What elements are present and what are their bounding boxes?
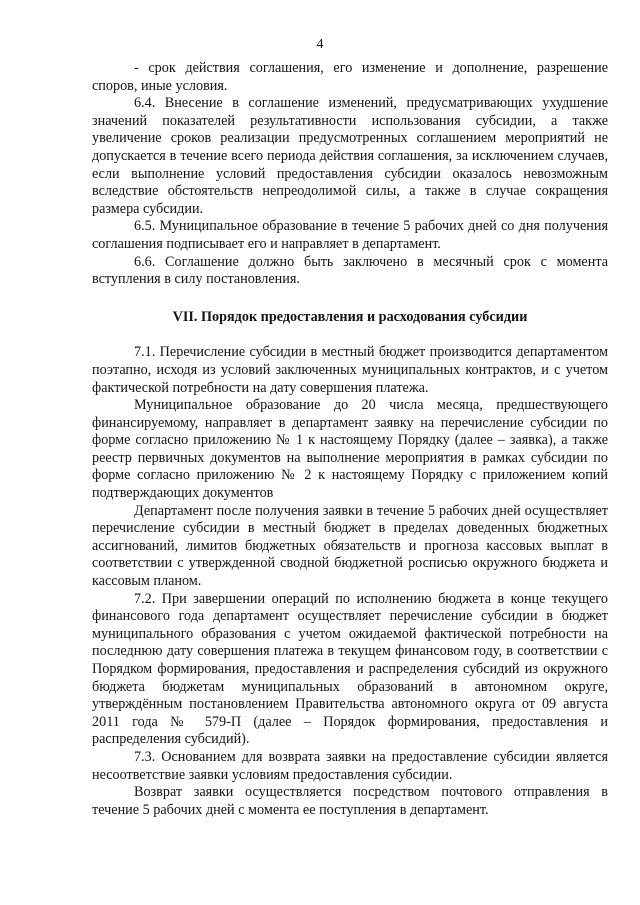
paragraph-7-1-application: Муниципальное образование до 20 числа месяца, предшествующего финансируемому, направляет в департамент заявку на перечисление субсидии по форме согласно приложению № 1 к настоящему Порядку (далее – заявка), а также реестр первичных документов на выполнение мероприятия в рамках субсидии по форме согласно приложению № 2 к настоящему Порядку с приложением копий подтверждающих документов bbox=[92, 397, 608, 502]
paragraph-6-5: 6.5. Муниципальное образование в течение 5 рабочих дней со дня получения соглашения подписывает его и направляет в департамент. bbox=[92, 218, 608, 252]
paragraph-6-4: 6.4. Внесение в соглашение изменений, предусматривающих ухудшение значений показателей результативности использования субсидии, а также увеличение сроков реализации предусмотренных соглашением мероприятий не допускается в течение всего периода действия соглашения, за исключением случаев, если выполнение условий предоставления субсидии оказалось невозможным вследствие обстоятельств непреодолимой силы, а также в случае сокращения размера субсидии. bbox=[92, 95, 608, 217]
paragraph-6-3-continuation: - срок действия соглашения, его изменение и дополнение, разрешение споров, иные условия. bbox=[92, 60, 608, 94]
page-number: 4 bbox=[316, 37, 324, 52]
paragraph-6-6: 6.6. Соглашение должно быть заключено в месячный срок с момента вступления в силу постановления. bbox=[92, 253, 608, 288]
document-body bbox=[92, 60, 608, 819]
section-heading: VII. Порядок предоставления и расходования субсидии bbox=[172, 308, 528, 325]
paragraph-7-2: 7.2. При завершении операций по исполнению бюджета в конце текущего финансового года департамент осуществляет перечисление субсидии в бюджет муниципального образования с учетом ожидаемой фактической потребности на последнюю дату совершения платежа в текущем финансовом году, в соответствии с Порядком формирования, предоставления и распределения субсидий из окружного бюджета бюджетам муниципальных образований в автономном округе, утверждённым постановлением Правительства автономного округа от 09 августа 2011 года № 579-П (далее – Порядок формирования, предоставления и распределения субсидий). bbox=[92, 590, 608, 748]
paragraph-7-3: 7.3. Основанием для возврата заявки на предоставление субсидии является несоответствие заявки условиям предоставления субсидии. bbox=[92, 748, 608, 783]
paragraph-7-1: 7.1. Перечисление субсидии в местный бюджет производится департаментом поэтапно, исходя из условий заключенных муниципальных контрактов, и с учетом фактической потребности на дату совершения платежа. bbox=[92, 344, 608, 396]
paragraph-7-1-transfer: Департамент после получения заявки в течение 5 рабочих дней осуществляет перечисление субсидии в местный бюджет в пределах доведенных бюджетных ассигнований, лимитов бюджетных обязательств и прогноза кассовых выплат в соответствии с утвержденной сводной бюджетной росписью окружного бюджета и кассовым планом. bbox=[92, 502, 608, 590]
paragraph-7-3-return: Возврат заявки осуществляется посредством почтового отправления в течение 5 рабочих дней с момента ее поступления в департамент. bbox=[92, 784, 608, 818]
